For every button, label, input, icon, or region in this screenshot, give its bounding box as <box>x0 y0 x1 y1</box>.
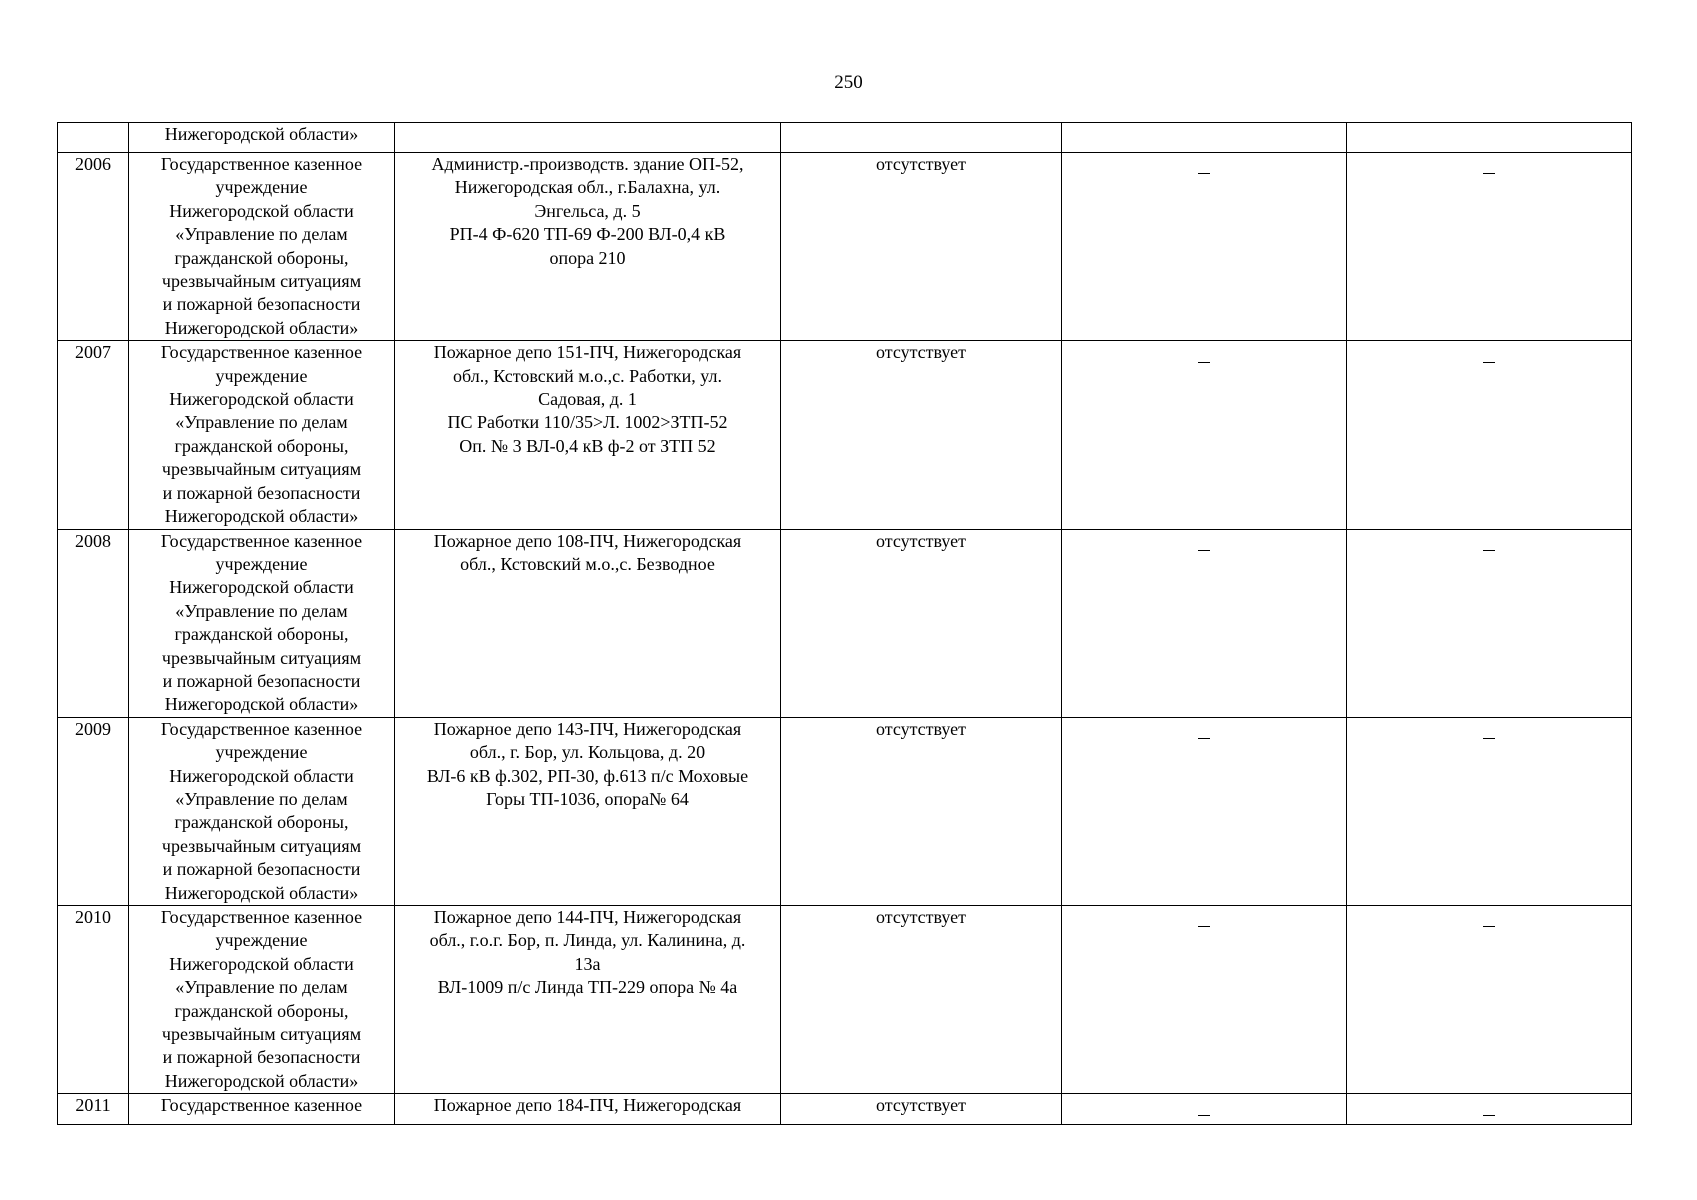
cell-object <box>395 1094 781 1125</box>
org-line: «Управление по делам <box>175 600 348 621</box>
row-number: 2007 <box>75 342 111 363</box>
cell-object <box>395 341 781 529</box>
cell-org <box>129 123 395 153</box>
org-line: Государственное казенное <box>160 907 363 927</box>
org-line: Нижегородской области» <box>164 882 359 903</box>
org-line: учреждение <box>215 177 308 198</box>
org-line: Нижегородской области» <box>164 1070 359 1091</box>
object-line: Нижегородская обл., г.Балахна, ул. <box>454 177 721 198</box>
dash-mark <box>1198 718 1210 741</box>
org-line: учреждение <box>215 742 308 763</box>
object-line: ПС Работки 110/35>Л. 1002>ЗТП-52 <box>447 412 728 433</box>
cell-col6 <box>1347 529 1632 717</box>
dash-mark <box>1198 1094 1210 1117</box>
cell-col6 <box>1347 341 1632 529</box>
org-line: и пожарной безопасности <box>162 294 361 315</box>
dash-mark <box>1483 530 1495 553</box>
org-line: и пожарной безопасности <box>162 670 361 691</box>
org-line: Нижегородской области» <box>164 506 359 527</box>
cell-col5 <box>1062 906 1347 1094</box>
org-line: гражданской обороны, <box>174 624 349 645</box>
cell-num <box>58 529 129 717</box>
cell-col6 <box>1347 717 1632 905</box>
cell-status <box>781 341 1062 529</box>
object-line: Оп. № 3 ВЛ-0,4 кВ ф-2 от ЗТП 52 <box>459 435 716 456</box>
org-line: «Управление по делам <box>175 224 348 245</box>
org-line: Нижегородской области <box>169 389 354 410</box>
row-number: 2011 <box>75 1095 111 1116</box>
org-line: Государственное казенное <box>160 342 363 363</box>
object-line: Пожарное депо 184-ПЧ, Нижегородская <box>433 1095 742 1116</box>
object-line: ВЛ-6 кВ ф.302, РП-30, ф.613 п/с Моховые <box>426 765 749 786</box>
status-text: отсутствует <box>875 1095 967 1116</box>
org-line: Государственное казенное <box>160 530 363 551</box>
org-line: гражданской обороны, <box>174 435 349 456</box>
cell-col5 <box>1062 153 1347 341</box>
dash-mark <box>1483 906 1495 929</box>
object-line: Горы ТП-1036, опора№ 64 <box>486 788 689 809</box>
status-text: отсутствует <box>875 342 967 363</box>
row-number: 2009 <box>75 718 111 739</box>
dash-mark <box>1198 341 1210 364</box>
cell-col5 <box>1062 341 1347 529</box>
org-line: Нижегородской области <box>169 953 354 974</box>
cell-col6 <box>1347 906 1632 1094</box>
status-text: отсутствует <box>875 718 967 739</box>
status-text: отсутствует <box>875 530 967 551</box>
org-line: гражданской обороны, <box>174 247 349 268</box>
cell-col6 <box>1347 1094 1632 1125</box>
row-number: 2010 <box>75 907 111 927</box>
dash-mark <box>1198 153 1210 176</box>
dash-mark <box>1198 906 1210 929</box>
cell-object <box>395 529 781 717</box>
cell-org <box>129 717 395 905</box>
cell-num <box>58 153 129 341</box>
cell-org <box>129 529 395 717</box>
object-line: Пожарное депо 151-ПЧ, Нижегородская <box>433 342 742 363</box>
org-line: чрезвычайным ситуациям <box>161 459 362 480</box>
cell-col5 <box>1062 529 1347 717</box>
page-number: 250 <box>834 72 863 93</box>
org-line: Государственное казенное <box>160 718 363 739</box>
org-line: гражданской обороны, <box>174 1000 349 1021</box>
object-line: 13а <box>574 953 601 974</box>
cell-status <box>781 717 1062 905</box>
org-line: Государственное казенное <box>160 154 363 174</box>
org-line: «Управление по делам <box>175 977 348 998</box>
org-line: Нижегородской области <box>169 200 354 221</box>
object-line: Садовая, д. 1 <box>538 389 637 410</box>
dash-mark <box>1483 153 1495 176</box>
cell-num <box>58 906 129 1094</box>
org-line: и пожарной безопасности <box>162 1047 361 1068</box>
cell-col5 <box>1062 1094 1347 1125</box>
object-line: обл., Кстовский м.о.,с. Безводное <box>460 553 715 574</box>
row-number: 2006 <box>75 154 111 174</box>
object-line: Энгельса, д. 5 <box>534 200 641 221</box>
org-line: Нижегородской области <box>169 765 354 786</box>
object-line: РП-4 Ф-620 ТП-69 Ф-200 ВЛ-0,4 кВ <box>449 224 726 245</box>
org-line: Государственное казенное <box>160 1095 363 1116</box>
table-row <box>58 529 1632 717</box>
table-row <box>58 1094 1632 1125</box>
object-line: обл., г. Бор, ул. Кольцова, д. 20 <box>469 742 706 763</box>
object-line: Пожарное депо 144-ПЧ, Нижегородская <box>433 907 742 927</box>
object-line: ВЛ-1009 п/с Линда ТП-229 опора № 4а <box>437 977 738 998</box>
cell-object <box>395 153 781 341</box>
table-row <box>58 717 1632 905</box>
dash-mark <box>1483 341 1495 364</box>
org-line: учреждение <box>215 553 308 574</box>
org-line: Нижегородской области» <box>164 124 359 144</box>
object-line: обл., Кстовский м.о.,с. Работки, ул. <box>453 365 722 386</box>
status-text: отсутствует <box>875 907 967 927</box>
cell-org <box>129 1094 395 1125</box>
cell-num <box>58 717 129 905</box>
object-line: опора 210 <box>549 247 626 268</box>
cell-col5 <box>1062 123 1347 153</box>
dash-mark <box>1198 530 1210 553</box>
org-line: «Управление по делам <box>175 412 348 433</box>
org-line: и пожарной безопасности <box>162 859 361 880</box>
registry-table <box>57 122 1632 1125</box>
table-body <box>58 123 1632 1125</box>
cell-col5 <box>1062 717 1347 905</box>
object-line: Администр.-производств. здание ОП-52, <box>431 154 744 174</box>
cell-status <box>781 529 1062 717</box>
cell-status <box>781 1094 1062 1125</box>
object-line: Пожарное депо 143-ПЧ, Нижегородская <box>433 718 742 739</box>
dash-mark <box>1483 1094 1495 1117</box>
cell-num <box>58 341 129 529</box>
org-line: чрезвычайным ситуациям <box>161 835 362 856</box>
cell-col6 <box>1347 153 1632 341</box>
org-line: и пожарной безопасности <box>162 482 361 503</box>
cell-col6 <box>1347 123 1632 153</box>
org-line: учреждение <box>215 365 308 386</box>
cell-object <box>395 123 781 153</box>
org-line: чрезвычайным ситуациям <box>161 647 362 668</box>
org-line: «Управление по делам <box>175 788 348 809</box>
object-line: обл., г.о.г. Бор, п. Линда, ул. Калинина, д. <box>429 930 746 951</box>
row-number: 2008 <box>75 530 111 551</box>
table-row <box>58 153 1632 341</box>
org-line: чрезвычайным ситуациям <box>161 1024 362 1045</box>
cell-status <box>781 906 1062 1094</box>
status-text: отсутствует <box>875 154 967 174</box>
cell-object <box>395 717 781 905</box>
object-line: Пожарное депо 108-ПЧ, Нижегородская <box>433 530 742 551</box>
org-line: Нижегородской области» <box>164 694 359 715</box>
cell-num <box>58 123 129 153</box>
table-row <box>58 906 1632 1094</box>
org-line: Нижегородской области» <box>164 317 359 338</box>
cell-num <box>58 1094 129 1125</box>
org-line: учреждение <box>215 930 308 951</box>
org-line: чрезвычайным ситуациям <box>161 271 362 292</box>
org-line: Нижегородской области <box>169 577 354 598</box>
cell-org <box>129 153 395 341</box>
cell-org <box>129 341 395 529</box>
cell-status <box>781 123 1062 153</box>
cell-status <box>781 153 1062 341</box>
table-row <box>58 341 1632 529</box>
table-row-continuation <box>58 123 1632 153</box>
cell-object <box>395 906 781 1094</box>
org-line: гражданской обороны, <box>174 812 349 833</box>
cell-org <box>129 906 395 1094</box>
dash-mark <box>1483 718 1495 741</box>
